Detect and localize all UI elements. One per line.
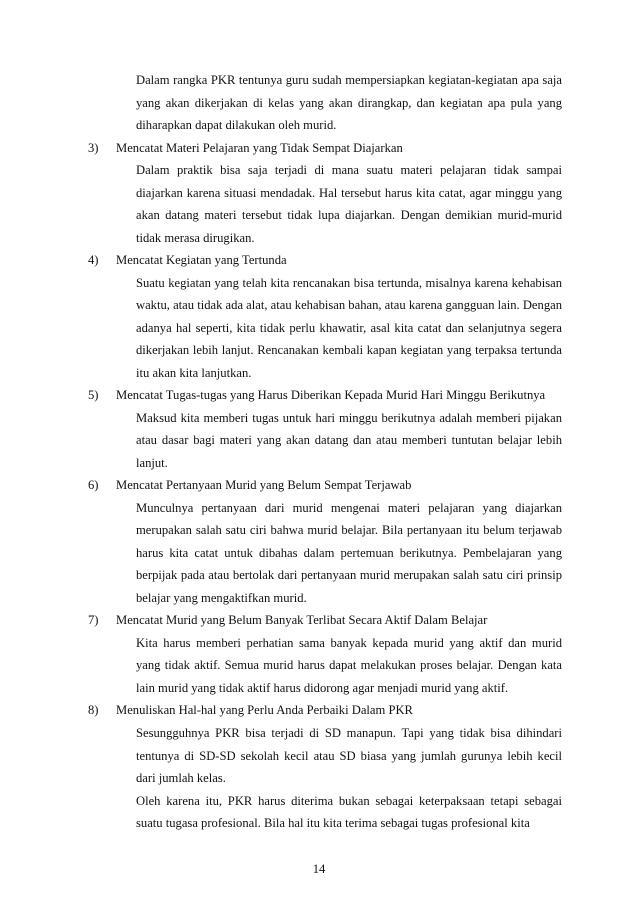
section-title: Mencatat Kegiatan yang Tertunda (116, 253, 287, 268)
section-paragraph: Munculnya pertanyaan dari murid mengenai materi pelajaran yang diajarkan merupakan salah satu ciri bahwa murid belajar. Bila pertanyaan itu belum terjawab harus kita catat untuk dibahas dalam pertemuan berikutnya. Pembelajaran yang berpijak pada atau bertolak dari pertanyaan murid merupakan salah satu ciri prinsip belajar yang mengaktifkan murid. (136, 500, 562, 605)
section-heading (88, 474, 562, 497)
section-number: 4) (88, 253, 99, 268)
section-title: Mencatat Materi Pelajaran yang Tidak Sempat Diajarkan (116, 140, 403, 155)
section-paragraph: Dalam praktik bisa saja terjadi di mana suatu materi pelajaran tidak sampai diajarkan karena situasi mendadak. Hal tersebut harus kita catat, agar minggu yang akan datang materi tersebut tidak lupa diajarkan. Dengan demikian murid-murid tidak merasa dirugikan. (136, 163, 562, 245)
page-number: 14 (312, 862, 326, 876)
section-number: 8) (88, 703, 99, 718)
section-paragraph: Suatu kegiatan yang telah kita rencanakan bisa tertunda, misalnya karena kehabisan waktu, atau tidak ada alat, atau kehabisan bahan, atau karena gangguan lain. Dengan adanya hal seperti, kita tidak perlu khawatir, asal kita catat dan selanjutnya segera dikerjakan lebih lanjut. Rencanakan kembali kapan kegiatan yang terpaksa tertunda itu akan kita lanjutkan. (136, 275, 562, 380)
section-paragraph: Maksud kita memberi tugas untuk hari minggu berikutnya adalah memberi pijakan atau dasar bagi materi yang akan datang dan atau memberi tuntutan belajar lebih lanjut. (136, 410, 562, 470)
section-title: Menuliskan Hal-hal yang Perlu Anda Perbaiki Dalam PKR (116, 703, 413, 718)
section-heading (88, 384, 562, 407)
section-number: 3) (88, 140, 99, 155)
intro-paragraph: Dalam rangka PKR tentunya guru sudah mempersiapkan kegiatan-kegiatan apa saja yang akan dikerjakan di kelas yang akan dirangkap, dan kegiatan apa pula yang diharapkan dapat dilakukan oleh murid. (136, 73, 562, 132)
section-number: 6) (88, 478, 99, 493)
section-paragraph: Sesungguhnya PKR bisa terjadi di SD manapun. Tapi yang tidak bisa dihindari tentunya di SD-SD sekolah kecil atau SD biasa yang jumlah gurunya lebih kecil dari jumlah kelas. (136, 726, 562, 786)
section-title: Mencatat Pertanyaan Murid yang Belum Sempat Terjawab (116, 478, 412, 493)
section-title: Mencatat Tugas-tugas yang Harus Diberikan Kepada Murid Hari Minggu Berikutnya (116, 388, 546, 403)
section-paragraph: Kita harus memberi perhatian sama banyak kepada murid yang aktif dan murid yang tidak aktif. Semua murid harus dapat melakukan proses belajar. Dengan kata lain murid yang tidak aktif harus didorong agar menjadi murid yang aktif. (136, 635, 562, 695)
page-content (88, 69, 562, 835)
section-paragraph: Oleh karena itu, PKR harus diterima bukan sebagai keterpaksaan tetapi sebagai suatu tugasa profesional. Bila hal itu kita terima sebagai tugas profesional kita (136, 793, 562, 831)
section-number: 5) (88, 388, 99, 403)
section-heading (88, 249, 562, 272)
section-title: Mencatat Murid yang Belum Banyak Terlibat Secara Aktif Dalam Belajar (116, 613, 488, 628)
section-number: 7) (88, 613, 99, 628)
section-heading (88, 137, 562, 160)
section-list (88, 137, 562, 835)
section-heading (88, 699, 562, 722)
section-heading (88, 609, 562, 632)
